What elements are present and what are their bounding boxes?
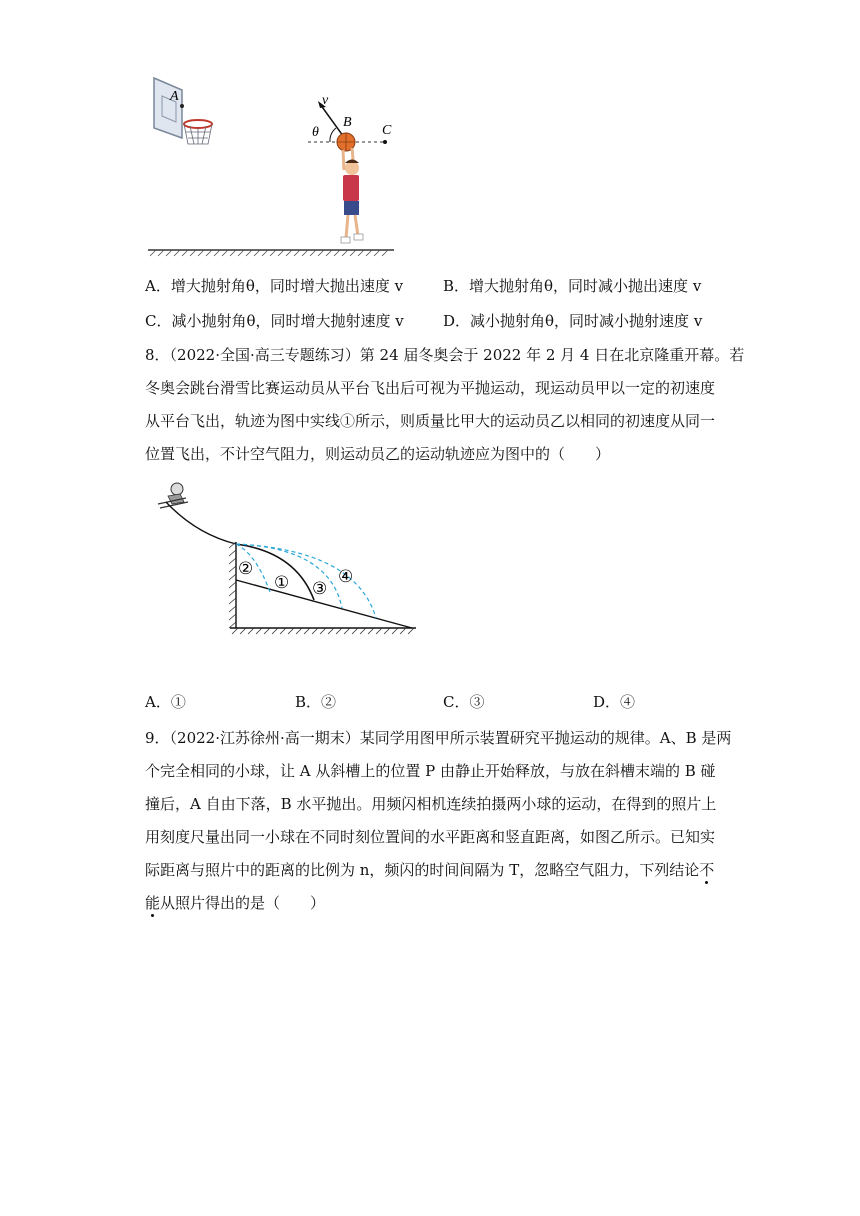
- q8-line-4: 位置飞出，不计空气阻力，则运动员乙的运动轨迹应为图中的（ ）: [145, 445, 611, 463]
- emphasis-dot: [705, 881, 708, 884]
- q7-option-b: B．增大抛射角θ，同时减小抛出速度 v: [443, 277, 702, 295]
- label-1: ①: [274, 573, 290, 592]
- backboard: [154, 78, 182, 138]
- player: [341, 148, 363, 243]
- label-theta: θ: [312, 125, 319, 140]
- label-2: ②: [238, 559, 254, 578]
- label-b: B: [343, 115, 352, 130]
- q8-option-d: D．④: [593, 693, 636, 711]
- q7-option-a: A．增大抛射角θ，同时增大抛出速度 v: [145, 277, 404, 295]
- basketball-figure: [140, 70, 400, 260]
- q8-line-2: 冬奥会跳台滑雪比赛运动员从平台飞出后可视为平抛运动，现运动员甲以一定的初速度: [145, 379, 716, 397]
- q8-option-a: A．①: [145, 693, 186, 711]
- q8-option-c: C．③: [443, 693, 485, 711]
- q9-line-3: 撞后，A 自由下落，B 水平抛出。用频闪相机连续拍摄两小球的运动，在得到的照片上: [145, 795, 717, 813]
- q8-line-3: 从平台飞出，轨迹为图中实线①所示，则质量比甲大的运动员乙以相同的初速度从同一: [145, 412, 716, 430]
- label-a: A: [170, 89, 179, 104]
- q9-line-5: 际距离与照片中的距离的比例为 n，频闪的时间间隔为 T，忽略空气阻力，下列结论不: [145, 861, 715, 879]
- q9-line-4: 用刻度尺量出同一小球在不同时刻位置间的水平距离和竖直距离，如图乙所示。已知实: [145, 828, 716, 846]
- label-c: C: [382, 123, 392, 138]
- q8-option-b: B．②: [295, 693, 337, 711]
- emphasis-dot: [151, 914, 154, 917]
- label-v: v: [322, 93, 329, 108]
- q8-line-1: 8．（2022·全国·高三专题练习）第 24 届冬奥会于 2022 年 2 月 4 日在北京隆重开幕。若: [145, 346, 745, 364]
- label-3: ③: [312, 579, 328, 598]
- q9-line-6: 能从照片得出的是（ ）: [145, 894, 326, 912]
- ski-ramp: [166, 502, 236, 544]
- q7-option-d: D．减小抛射角θ，同时减小抛射速度 v: [443, 312, 703, 330]
- hoop-rim: [184, 120, 212, 128]
- trajectory-4: [236, 544, 376, 618]
- label-4: ④: [338, 567, 354, 586]
- ski-jump-figure: [150, 474, 430, 644]
- skier-icon: [158, 483, 188, 508]
- q9-line-2: 个完全相同的小球，让 A 从斜槽上的位置 P 由静止开始释放，与放在斜槽末端的 B 碰: [145, 762, 716, 780]
- q9-line-1: 9．（2022·江苏徐州·高一期末）某同学用图甲所示装置研究平抛运动的规律。A、B 是两: [145, 729, 732, 747]
- q7-option-c: C．减小抛射角θ，同时增大抛射速度 v: [145, 312, 404, 330]
